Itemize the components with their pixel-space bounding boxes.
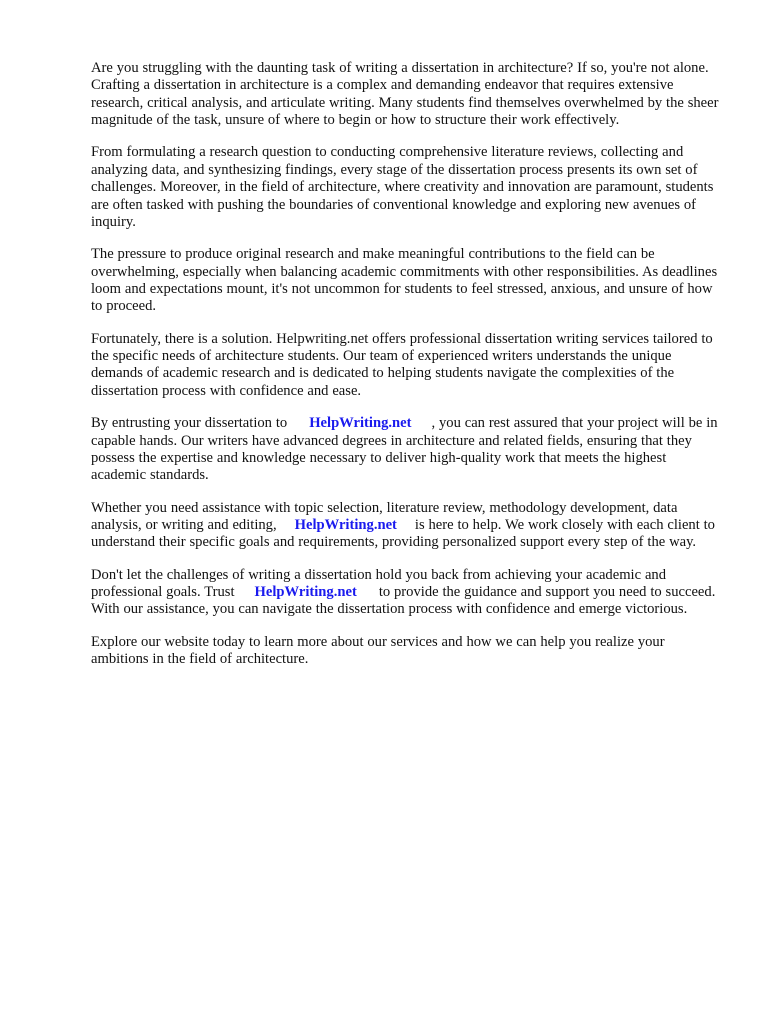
paragraph-assistance-lead: Whether you need assistance with topic selection, literature review, methodology development, data analysis, or writing and editing,	[91, 499, 678, 533]
paragraph-assistance-rest: is here to help. We work closely with each client to understand their specific goals and requirements, providing personalized support every step of the way.	[91, 516, 715, 551]
paragraph-challenges: From formulating a research question to conducting comprehensive literature reviews, collecting and analyzing data, and synthesizing findings, every stage of the dissertation process presents its own set of challenges. Moreover, in the field of architecture, where creativity and innovation are paramount, students are often tasked with pushing the boundaries of conventional knowledge and exploring new avenues of inquiry.	[91, 144, 714, 231]
helpwriting-link-3[interactable]: HelpWriting.net	[254, 583, 357, 600]
paragraph-explore: Explore our website today to learn more about our services and how we can help you realize your ambitions in the field of architecture.	[91, 633, 665, 667]
paragraph-assistance	[91, 500, 721, 552]
paragraph-intro: Are you struggling with the daunting task of writing a dissertation in architecture? If so, you're not alone. Crafting a dissertation in architecture is a complex and demanding endeavor that requires extensive research, critical analysis, and articulate writing. Many students find themselves overwhelmed by the sheer magnitude of the task, unsure of where to begin or how to structure their work effectively.	[91, 60, 719, 129]
paragraph-entrusting-lead: By entrusting your dissertation to	[91, 415, 288, 432]
paragraph-trust-lead: Don't let the challenges of writing a dissertation hold you back from achieving your academic and professional goals. Trust	[91, 566, 667, 600]
paragraph-entrusting	[91, 415, 721, 485]
paragraph-trust	[91, 567, 721, 619]
paragraph-trust-rest: to provide the guidance and support you need to succeed. With our assistance, you can navigate the dissertation process with confidence and emerge victorious.	[91, 583, 716, 618]
paragraph-solution: Fortunately, there is a solution. Helpwriting.net offers professional dissertation writing services tailored to the specific needs of architecture students. Our team of experienced writers understands the unique demands of academic research and is dedicated to helping students navigate the complexities of the dissertation process with confidence and ease.	[91, 330, 713, 399]
paragraph-pressure: The pressure to produce original research and make meaningful contributions to the field can be overwhelming, especially when balancing academic commitments with other responsibilities. As deadlines loom and expectations mount, it's not uncommon for students to feel stressed, anxious, and unsure of how to proceed.	[91, 246, 718, 315]
helpwriting-link-2[interactable]: HelpWriting.net	[294, 516, 397, 533]
document-body	[91, 60, 721, 683]
helpwriting-link-1[interactable]: HelpWriting.net	[309, 415, 412, 432]
paragraph-entrusting-rest: , you can rest assured that your project will be in capable hands. Our writers have advanced degrees in architecture and related fields, ensuring that they possess the expertise and knowledge necessary to deliver high-quality work that meets the highest academic standards.	[91, 415, 718, 484]
